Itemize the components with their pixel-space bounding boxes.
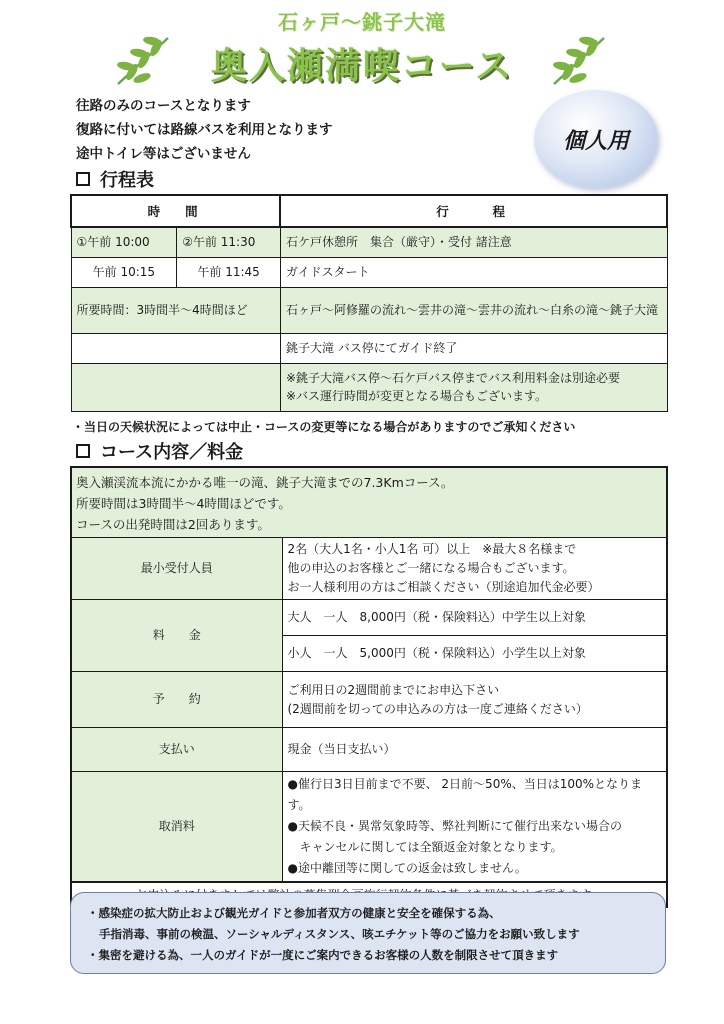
course-intro	[72, 468, 666, 538]
cancel-line: キャンセルに関しては全額返金対象となります。	[287, 840, 563, 854]
min-people-line: 他の申込のお客様とご一緒になる場合もございます。	[287, 561, 575, 575]
page-title: 奥入瀬満喫コース	[210, 46, 514, 87]
payment-label: 支払い	[72, 728, 282, 772]
cancel-value	[282, 772, 666, 882]
reservation-line: ご利用日の2週間前までにお申込下さい	[287, 682, 500, 697]
time-cell: 午前 10:15	[71, 257, 177, 287]
course-table	[72, 538, 666, 882]
itinerary-cell	[280, 363, 667, 411]
time-cell: ②午前 11:30	[177, 227, 281, 257]
fee-child: 小人 一人 5,000円（税・保険料込）小学生以上対象	[282, 636, 666, 672]
fee-label: 料 金	[72, 600, 282, 672]
table-row	[71, 333, 667, 363]
cancel-line: ●途中離団等に関しての返金は致しません。	[287, 861, 527, 875]
table-row	[72, 600, 666, 636]
cancel-line: ●天候不良・異常気象時等、弊社判断にて催行出来ない場合の	[287, 819, 622, 833]
note-line: 復路に付いては路線バスを利用となります	[76, 122, 333, 138]
time-cell	[71, 333, 280, 363]
itinerary-cell: 銚子大滝 バス停にてガイド終了	[280, 333, 667, 363]
column-header-itinerary: 行 程	[280, 195, 667, 227]
schedule-heading-label: 行程表	[100, 170, 154, 191]
table-row	[72, 728, 666, 772]
table-row	[71, 287, 667, 333]
note-line: 往路のみのコースとなります	[76, 98, 251, 114]
min-people-label: 最小受付人員	[72, 538, 282, 600]
min-people-line: お一人様利用の方はご相談ください（別途追加代金必要）	[287, 580, 600, 594]
course-heading-label: コース内容／料金	[100, 442, 244, 463]
duration-cell: 所要時間：3時間半〜4時間ほど	[71, 287, 280, 333]
notice-line: ・集密を避ける為、一人のガイドが一度にご案内できるお客様の人数を制限させて頂きます	[87, 948, 559, 962]
column-header-time: 時 間	[71, 195, 280, 227]
cancel-label: 取消料	[72, 772, 282, 882]
table-row	[72, 672, 666, 728]
checkbox-square-icon	[76, 444, 90, 458]
table-row	[71, 363, 667, 411]
infection-prevention-notice	[70, 892, 666, 974]
individual-badge: 個人用	[534, 90, 658, 188]
reservation-line: (2週間前を切っての申込みの方は一度ご連絡ください）	[287, 701, 588, 716]
course-heading	[76, 438, 243, 464]
course-details	[70, 466, 668, 908]
bus-note: ※銚子大滝バス停〜石ケ戸バス停までバス利用料金は別途必要	[285, 371, 621, 385]
course-notes	[76, 94, 333, 166]
intro-line: コースの出発時間は2回あります。	[76, 517, 270, 532]
intro-line: 所要時間は3時間半〜4時間ほどです。	[76, 496, 291, 511]
table-row	[71, 227, 667, 257]
notice-line: 手指消毒、事前の検温、ソーシャルディスタンス、咳エチケット等のご協力をお願い致します	[99, 927, 580, 941]
itinerary-cell: 石ヶ戸〜阿修羅の流れ〜雲井の滝〜雲井の流れ〜白糸の滝〜銚子大滝	[280, 287, 667, 333]
time-cell	[71, 363, 280, 411]
min-people-line: 2名（大人1名・小人1名 可）以上 ※最大８名様まで	[287, 542, 577, 556]
weather-note: ・当日の天候状況によっては中止・コースの変更等になる場合がありますのでご承知ください	[72, 420, 576, 434]
table-row	[71, 257, 667, 287]
payment-value: 現金（当日支払い）	[282, 728, 666, 772]
subtitle: 石ヶ戸〜銚子大滝	[278, 10, 446, 34]
schedule-table	[70, 194, 668, 412]
fee-adult: 大人 一人 8,000円（税・保険料込）中学生以上対象	[282, 600, 666, 636]
reservation-label: 予 約	[72, 672, 282, 728]
table-row	[72, 772, 666, 882]
cancel-line: ●催行日3日目前まで不要、 2日前〜50%、当日は100%となります。	[287, 777, 643, 812]
schedule-heading	[76, 166, 154, 192]
itinerary-cell: ガイドスタート	[280, 257, 667, 287]
intro-line: 奥入瀬渓流本流にかかる唯一の滝、銚子大滝までの7.3Kmコース。	[76, 475, 454, 490]
bus-note: ※バス運行時間が変更となる場合もございます。	[285, 389, 548, 403]
checkbox-square-icon	[76, 172, 90, 186]
min-people-value	[282, 538, 666, 600]
reservation-value	[282, 672, 666, 728]
itinerary-cell: 石ケ戸休憩所 集合（厳守）・受付 諸注意	[280, 227, 667, 257]
time-cell: 午前 11:45	[177, 257, 281, 287]
notice-line: ・感染症の拡大防止および観光ガイドと参加者双方の健康と安全を確保する為、	[87, 906, 501, 920]
note-line: 途中トイレ等はございません	[76, 146, 251, 162]
table-header-row	[71, 195, 667, 227]
table-row	[72, 538, 666, 600]
time-cell: ①午前 10:00	[71, 227, 177, 257]
